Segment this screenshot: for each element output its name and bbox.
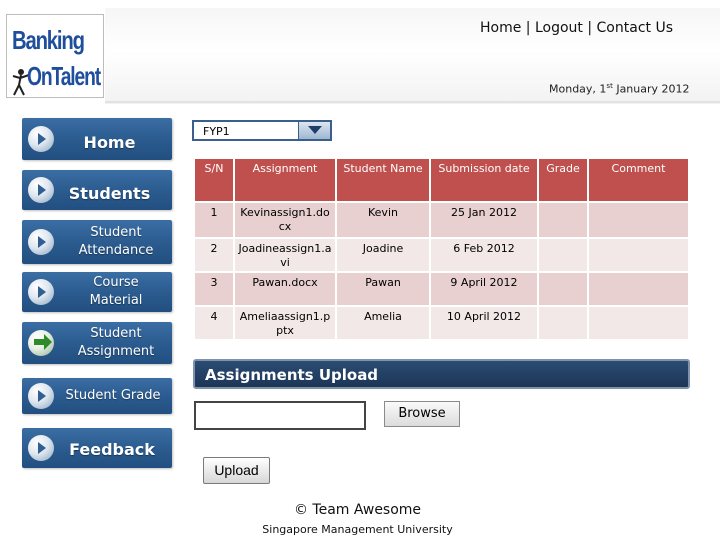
- sidebar-item-label: Feedback: [69, 440, 155, 459]
- sidebar-item-label: Student Attendance: [78, 225, 154, 258]
- sidebar-item-student-assignment[interactable]: [22, 322, 172, 364]
- arrow-right-icon: [28, 177, 54, 203]
- nav-separator: |: [525, 20, 535, 36]
- column-header-assignment: Assignment: [234, 158, 336, 202]
- arrow-right-icon: [28, 383, 54, 409]
- assignments-table: [193, 157, 690, 341]
- cell-submission-date: 9 April 2012: [430, 272, 538, 306]
- upload-section-title: Assignments Upload: [205, 366, 379, 384]
- upload-button[interactable]: Upload: [203, 457, 270, 484]
- sidebar-item-label: Home: [83, 133, 136, 152]
- table-row: [194, 238, 689, 272]
- footer-credit: © Team Awesome: [293, 502, 422, 518]
- current-date: Monday, 1st January 2012: [549, 82, 690, 96]
- cell-grade[interactable]: [538, 238, 588, 272]
- sidebar-item-course-material[interactable]: [22, 272, 172, 312]
- nav-link-logout[interactable]: Logout: [534, 20, 583, 36]
- column-header-comment: Comment: [588, 158, 689, 202]
- cell-sn: 3: [194, 272, 234, 306]
- sidebar-item-student-attendance[interactable]: [22, 220, 172, 264]
- logo: [6, 14, 104, 98]
- arrow-right-icon: [28, 229, 54, 255]
- table-row: [194, 306, 689, 340]
- cell-comment[interactable]: [588, 238, 689, 272]
- cell-submission-date: 10 April 2012: [430, 306, 538, 340]
- sidebar-item-label: Student Assignment: [77, 326, 155, 359]
- header-divider: [105, 101, 720, 103]
- sidebar-item-home[interactable]: [22, 118, 172, 160]
- nav-link-home[interactable]: Home: [480, 20, 522, 36]
- column-header-submission-date: Submission date: [430, 158, 538, 202]
- sidebar-item-label: Students: [68, 184, 151, 203]
- cell-sn: 1: [194, 202, 234, 238]
- file-path-input[interactable]: [194, 401, 366, 430]
- sidebar-item-label: Course Material: [89, 275, 143, 308]
- nav-link-contact-us[interactable]: Contact Us: [596, 20, 673, 36]
- table-header-row: [194, 158, 689, 202]
- arrow-right-icon: [28, 279, 54, 305]
- cell-student-name: Pawan: [336, 272, 430, 306]
- arrow-right-icon: [28, 126, 54, 152]
- cell-student-name: Kevin: [336, 202, 430, 238]
- cell-grade[interactable]: [538, 202, 588, 238]
- browse-button[interactable]: Browse: [384, 401, 460, 427]
- cell-assignment-file[interactable]: Ameliaassign1.pptx: [234, 306, 336, 340]
- sidebar-item-students[interactable]: [22, 170, 172, 210]
- cell-assignment-file[interactable]: Kevinassign1.docx: [234, 202, 336, 238]
- cell-comment[interactable]: [588, 306, 689, 340]
- sidebar-item-student-grade[interactable]: [22, 378, 172, 414]
- arrow-right-icon: [28, 435, 54, 461]
- upload-section-header: [193, 359, 690, 389]
- cell-grade[interactable]: [538, 272, 588, 306]
- column-header-sn: S/N: [194, 158, 234, 202]
- nav-separator: |: [587, 20, 597, 36]
- cell-submission-date: 6 Feb 2012: [430, 238, 538, 272]
- cell-assignment-file[interactable]: Pawan.docx: [234, 272, 336, 306]
- sidebar-item-label: Student Grade: [65, 388, 161, 403]
- cell-comment[interactable]: [588, 272, 689, 306]
- cell-comment[interactable]: [588, 202, 689, 238]
- logo-line1: Banking: [12, 25, 84, 55]
- chevron-down-icon[interactable]: [298, 122, 330, 139]
- cell-student-name: Amelia: [336, 306, 430, 340]
- cell-assignment-file[interactable]: Joadineassign1.avi: [234, 238, 336, 272]
- footer-institution: Singapore Management University: [262, 523, 453, 536]
- column-header-grade: Grade: [538, 158, 588, 202]
- cell-submission-date: 25 Jan 2012: [430, 202, 538, 238]
- course-select[interactable]: [192, 120, 332, 141]
- column-header-student-name: Student Name: [336, 158, 430, 202]
- sidebar-item-feedback[interactable]: [22, 428, 172, 468]
- table-row: [194, 272, 689, 306]
- arrow-right-active-icon: [28, 330, 54, 356]
- course-select-value: FYP1: [203, 125, 230, 138]
- table-row: [194, 202, 689, 238]
- cell-sn: 2: [194, 238, 234, 272]
- cell-student-name: Joadine: [336, 238, 430, 272]
- cell-grade[interactable]: [538, 306, 588, 340]
- logo-line2: OnTalent: [27, 61, 101, 91]
- cell-sn: 4: [194, 306, 234, 340]
- top-navigation: [480, 20, 673, 36]
